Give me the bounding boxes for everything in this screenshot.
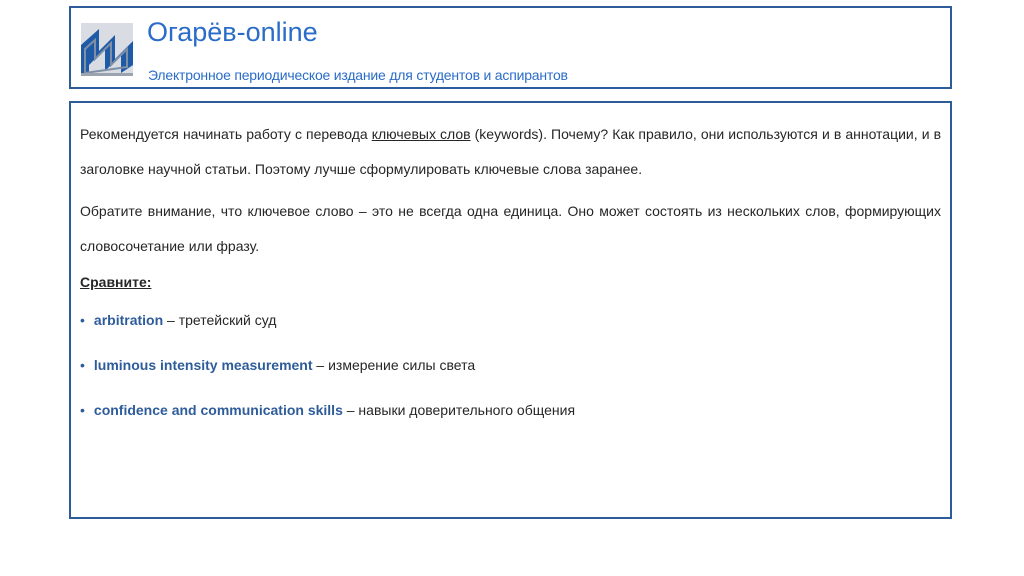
paragraph-phrase: Обратите внимание, что ключевое слово – это не всегда одна единица. Оно может состоять из нескольких слов, формирующих словосочетание или фразу. [80, 203, 941, 254]
journal-title: Огарёв-online [147, 17, 318, 47]
bullet-icon: • [80, 357, 85, 373]
keywords-underlined: ключевых слов [371, 126, 471, 142]
term-english: arbitration [93, 312, 164, 328]
bullet-icon: • [80, 402, 85, 418]
paragraph-keywords [80, 117, 941, 186]
paragraph-keywords-end: (keywords). Почему? Как правило, они используются и в аннотации, и в заголовке научной статьи. Поэтому лучше сформулировать ключевые слова заранее. [80, 126, 942, 177]
term-translation: – третейский суд [163, 312, 277, 328]
paragraph-keywords-start: Рекомендуется начинать работу с перевода [80, 126, 372, 142]
term-translation: – навыки доверительного общения [342, 402, 576, 418]
list-item [80, 393, 941, 427]
term-english: confidence and communication skills [93, 402, 343, 418]
content-box [69, 101, 952, 519]
journal-subtitle: Электронное периодическое издание для студентов и аспирантов [148, 67, 568, 83]
header-banner [69, 6, 952, 89]
journal-logo-icon [77, 15, 137, 79]
term-translation: – измерение силы света [312, 357, 476, 373]
list-item [80, 348, 941, 382]
compare-label: Сравните: [80, 274, 152, 290]
list-item [80, 303, 941, 337]
term-english: luminous intensity measurement [93, 357, 313, 373]
bullet-icon: • [80, 312, 85, 328]
term-list [80, 303, 941, 427]
